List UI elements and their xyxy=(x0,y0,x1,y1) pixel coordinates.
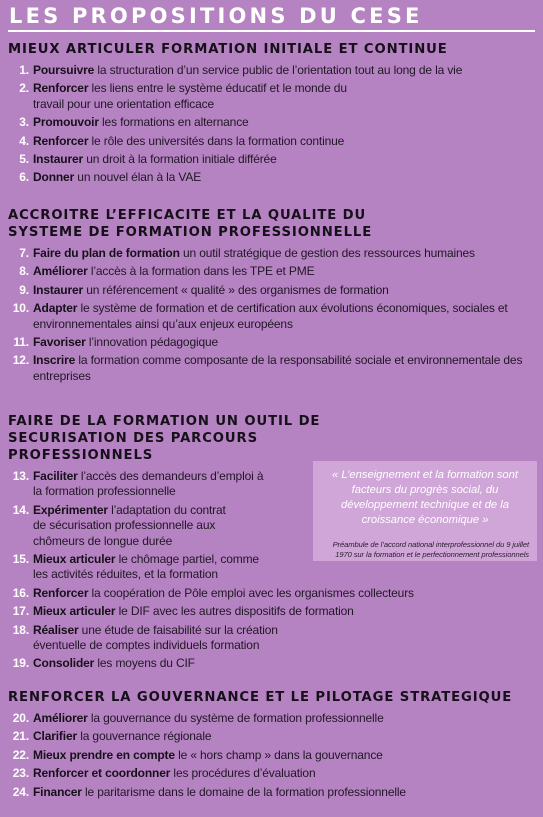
proposition-verb: Expérimenter xyxy=(33,502,108,517)
proposition-number: 18. xyxy=(12,622,29,637)
proposition-verb: Clarifier xyxy=(33,729,78,744)
proposition-text: l’accès à la formation dans les TPE et PME xyxy=(87,264,315,279)
proposition-item xyxy=(0,246,535,261)
proposition-number: 4. xyxy=(19,133,29,148)
proposition-item xyxy=(0,552,276,583)
proposition-verb: Faire du plan de formation xyxy=(33,246,180,260)
proposition-number: 15. xyxy=(12,552,29,567)
section-heading: MIEUX ARTICULER FORMATION INITIALE ET CONTINUE xyxy=(8,42,448,57)
proposition-text: le « hors champ » dans la gouvernance xyxy=(174,747,383,762)
proposition-verb: Instaurer xyxy=(33,152,84,167)
proposition-text: la gouvernance du système de formation professionnelle xyxy=(87,711,384,725)
proposition-list xyxy=(0,63,535,186)
proposition-text: les liens entre le système éducatif et le monde du travail pour une orientation efficace xyxy=(33,81,347,111)
proposition-text: l’adaptation du contrat de sécurisation professionnelle aux chômeurs de longue durée xyxy=(33,502,226,548)
proposition-text: un droit à la formation initiale différée xyxy=(83,152,277,167)
proposition-text: un outil stratégique de gestion des ressources humaines xyxy=(179,246,475,260)
proposition-item xyxy=(0,711,535,726)
proposition-text: les formations en alternance xyxy=(98,115,249,130)
proposition-number: 2. xyxy=(19,81,29,96)
proposition-item xyxy=(0,301,535,332)
proposition-text: la formation comme composante de la responsabilité sociale et environnementale des entreprises xyxy=(33,353,523,383)
proposition-item xyxy=(0,63,535,78)
proposition-text: l’accès des demandeurs d’emploi à la formation professionnelle xyxy=(33,469,264,499)
quote-text: « L’enseignement et la formation sont facteurs du progrès social, du développement technique et de la croissance économique » xyxy=(332,469,518,526)
proposition-number: 11. xyxy=(13,335,29,350)
proposition-verb: Réaliser xyxy=(33,622,79,637)
proposition-text: la structuration d’un service public de l’orientation tout au long de la vie xyxy=(94,63,463,77)
proposition-text: une étude de faisabilité sur la création éventuelle de comptes individuels formation xyxy=(33,622,278,653)
proposition-number: 12. xyxy=(12,353,29,368)
proposition-item xyxy=(0,264,535,279)
proposition-verb: Promouvoir xyxy=(33,115,99,130)
proposition-verb: Mieux prendre en compte xyxy=(33,747,175,762)
proposition-verb: Améliorer xyxy=(33,711,88,725)
proposition-verb: Renforcer et coordonner xyxy=(33,766,171,781)
proposition-text: le rôle des universités dans la formation continue xyxy=(88,133,345,148)
proposition-number: 23. xyxy=(12,766,29,781)
proposition-item xyxy=(0,335,535,350)
proposition-text: un référencement « qualité » des organismes de formation xyxy=(83,282,389,297)
proposition-number: 6. xyxy=(19,170,29,185)
proposition-number: 22. xyxy=(12,747,29,762)
proposition-verb: Inscrire xyxy=(33,353,76,368)
proposition-text: le DIF avec les autres dispositifs de formation xyxy=(115,604,354,619)
proposition-item xyxy=(0,115,535,130)
section-heading: FAIRE DE LA FORMATION UN OUTIL DE SECURISATION DES PARCOURS PROFESSIONNELS xyxy=(8,414,321,463)
proposition-text: les procédures d’évaluation xyxy=(170,766,316,781)
proposition-number: 13. xyxy=(12,469,29,483)
proposition-item xyxy=(0,766,535,781)
proposition-list xyxy=(0,246,535,384)
section-efficacite-qualite xyxy=(0,207,535,387)
quote-box xyxy=(313,461,537,561)
proposition-verb: Renforcer xyxy=(33,81,89,96)
section-gouvernance-pilotage xyxy=(0,689,535,803)
proposition-number: 20. xyxy=(12,711,29,725)
proposition-text: les moyens du CIF xyxy=(94,656,195,671)
proposition-item xyxy=(0,623,333,654)
proposition-number: 17. xyxy=(12,604,29,619)
proposition-item xyxy=(0,81,535,112)
proposition-verb: Renforcer xyxy=(33,133,89,148)
proposition-item xyxy=(0,604,535,619)
proposition-number: 3. xyxy=(19,115,29,130)
proposition-text: le système de formation et de certification aux évolutions économiques, sociales et environnementales ainsi qu’aux enjeux européens xyxy=(33,301,508,331)
proposition-verb: Faciliter xyxy=(33,469,78,483)
proposition-number: 21. xyxy=(12,729,29,744)
section-heading: RENFORCER LA GOUVERNANCE ET LE PILOTAGE STRATEGIQUE xyxy=(8,690,513,705)
proposition-number: 24. xyxy=(12,784,29,799)
proposition-number: 1. xyxy=(19,63,29,77)
proposition-verb: Financer xyxy=(33,784,82,799)
proposition-verb: Donner xyxy=(33,170,75,185)
proposition-text: l’innovation pédagogique xyxy=(85,335,219,350)
proposition-verb: Favoriser xyxy=(33,335,86,350)
proposition-item xyxy=(0,152,535,167)
proposition-item xyxy=(0,729,535,744)
proposition-number: 7. xyxy=(19,246,29,260)
proposition-verb: Renforcer xyxy=(33,585,89,600)
section-heading: ACCROITRE L’EFFICACITE ET LA QUALITE DU SYSTEME DE FORMATION PROFESSIONNELLE xyxy=(8,208,373,240)
proposition-item xyxy=(0,283,535,298)
proposition-text: la coopération de Pôle emploi avec les organismes collecteurs xyxy=(88,585,414,600)
proposition-item xyxy=(0,785,535,800)
proposition-verb: Améliorer xyxy=(33,264,88,279)
proposition-text: le chômage partiel, comme les activités réduites, et la formation xyxy=(33,552,259,582)
proposition-item xyxy=(0,656,535,671)
proposition-item xyxy=(0,134,535,149)
proposition-item xyxy=(0,586,535,601)
proposition-verb: Instaurer xyxy=(33,282,84,297)
section-formation-initiale-continue xyxy=(0,41,535,189)
proposition-number: 16. xyxy=(12,585,29,600)
proposition-item xyxy=(0,469,266,500)
proposition-verb: Consolider xyxy=(33,656,95,671)
proposition-number: 19. xyxy=(12,656,29,671)
proposition-item xyxy=(0,503,238,549)
proposition-text: un nouvel élan à la VAE xyxy=(74,170,202,185)
quote-source: Préambule de l’accord national interprofessionnel du 9 juillet 1970 sur la formation et le perfectionnement professionnels xyxy=(332,540,529,559)
proposition-verb: Poursuivre xyxy=(33,63,95,77)
proposition-number: 8. xyxy=(19,264,29,279)
page-title: LES PROPOSITIONS DU CESE xyxy=(9,4,423,28)
proposition-item xyxy=(0,353,535,384)
proposition-text: le paritarisme dans le domaine de la formation professionnelle xyxy=(81,784,406,799)
proposition-item xyxy=(0,170,535,185)
proposition-verb: Mieux articuler xyxy=(33,552,116,567)
proposition-item xyxy=(0,748,535,763)
proposition-number: 5. xyxy=(19,152,29,167)
proposition-text: la gouvernance régionale xyxy=(77,729,212,744)
title-underline xyxy=(8,30,535,32)
proposition-number: 10. xyxy=(12,301,29,316)
proposition-verb: Mieux articuler xyxy=(33,604,116,619)
proposition-number: 14. xyxy=(12,502,29,517)
proposition-list xyxy=(0,711,535,800)
proposition-number: 9. xyxy=(19,282,29,297)
proposition-verb: Adapter xyxy=(33,301,78,316)
